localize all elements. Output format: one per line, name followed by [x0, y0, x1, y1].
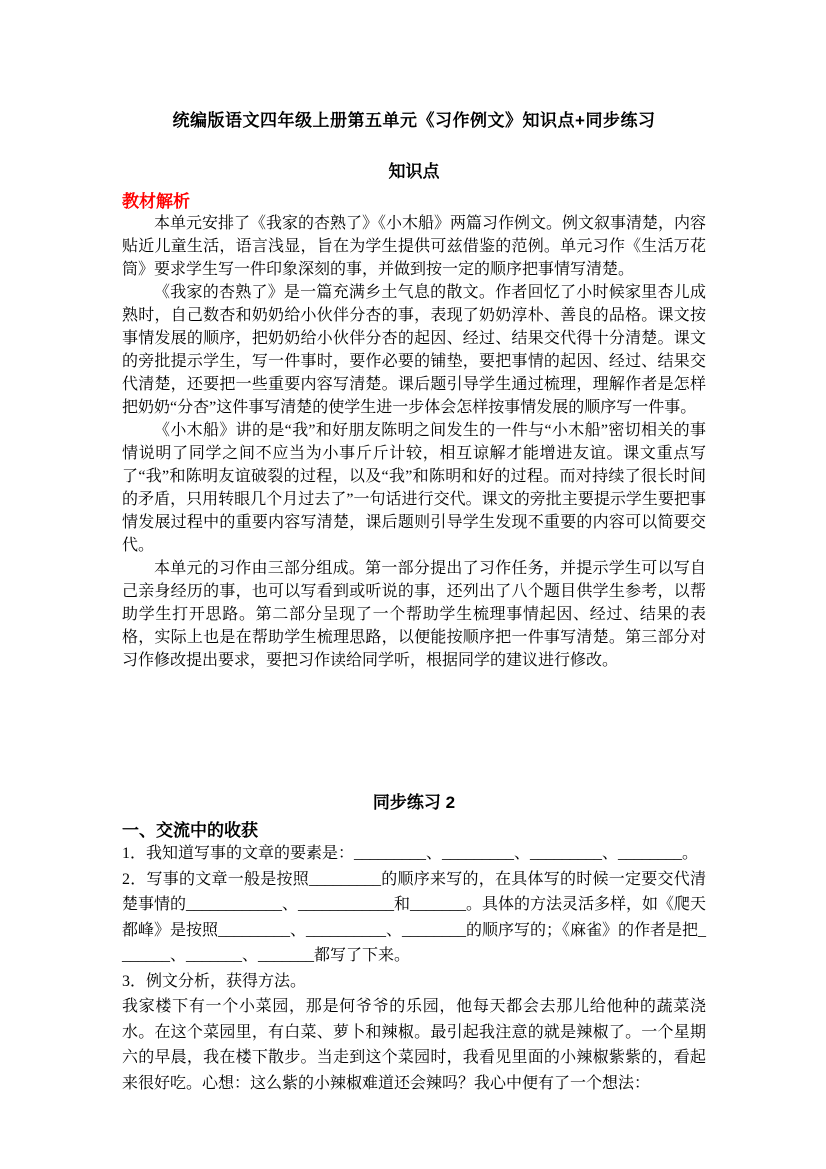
practice-item-1: 1．我知道写事的文章的要素是：_________、_________、_________、________。	[122, 845, 699, 862]
example-passage: 我家楼下有一个小菜园，那是何爷爷的乐园，他每天都会去那儿给他种的蔬菜浇水。在这个菜园里，有白菜、萝卜和辣椒。最引起我注意的就是辣椒了。一个星期六的早晨，我在楼下散步。当走到这个菜园时，我看见里面的小辣椒紫紫的，看起来很好吃。心想：这么紫的小辣椒难道还会辣吗？我心中便有了一个想法：	[122, 998, 706, 1092]
knowledge-heading: 知识点	[388, 162, 440, 181]
material-analysis-label: 教材解析	[122, 192, 190, 211]
document-title: 统编版语文四年级上册第五单元《习作例文》知识点+同步练习	[172, 111, 656, 130]
knowledge-paragraph: 《小木船》讲的是“我”和好朋友陈明之间发生的一件与“小木船”密切相关的事情说明了同学之间不应当为小事斤斤计较，相互谅解才能增进友谊。课文重点写了“我”和陈明友谊破裂的过程，以及“我”和陈明和好的过程。而对持续了很长时间的矛盾，只用转眼几个月过去了”一句话进行交代。课文的旁批主要提示学生要把事情发展过程中的重要内容写清楚，课后题则引导学生发现不重要的内容可以简要交代。	[122, 422, 706, 554]
practice-section	[122, 788, 706, 1096]
knowledge-paragraph: 本单元安排了《我家的杏熟了》《小木船》两篇习作例文。例文叙事清楚，内容贴近儿童生活，语言浅显，旨在为学生提供可兹借鉴的范例。单元习作《生活万花筒》要求学生写一件印象深刻的事，并做到按一定的顺序把事情写清楚。	[122, 215, 707, 278]
knowledge-paragraph: 本单元的习作由三部分组成。第一部分提出了习作任务，并提示学生可以写自己亲身经历的事，也可以写看到或听说的事，还列出了八个题目供学生参考，以帮助学生打开思路。第二部分呈现了一个帮助学生梳理事情起因、经过、结果的表格，实际上也是在帮助学生梳理思路，以便能按顺序把一件事写清楚。第三部分对习作修改提出要求，要把习作读给同学听，根据同学的建议进行修改。	[122, 560, 706, 669]
knowledge-section	[122, 131, 706, 672]
practice-subheading: 一、交流中的收获	[122, 821, 258, 840]
section-gap	[122, 672, 706, 788]
practice-item-3: 3．例文分析，获得方法。	[122, 972, 307, 990]
knowledge-paragraph: 《我家的杏熟了》是一篇充满乡土气息的散文。作者回忆了小时候家里杏儿成熟时，自己数杏和奶奶给小伙伴分杏的事，表现了奶奶淳朴、善良的品格。课文按事情发展的顺序，把奶奶给小伙伴分杏的起因、经过、结果交代得十分清楚。课文的旁批提示学生，写一件事时，要作必要的铺垫，要把事情的起因、经过、结果交代清楚，还要把一些重要内容写清楚。课后题引导学生通过梳理，理解作者是怎样把奶奶“分杏”这件事写清楚的使学生进一步体会怎样按事情发展的顺序写一件事。	[122, 284, 706, 416]
practice-item-2: 2．写事的文章一般是按照_________的顺序来写的，在具体写的时候一定要交代清楚事情的____________、____________和_______。具体的方法灵活多样，如《爬天都峰》是按照_________、__________、________的顺序写的；《麻雀》的作者是把_______、_______、_______都写了下来。	[122, 870, 707, 964]
practice-heading: 同步练习 2	[372, 793, 456, 812]
